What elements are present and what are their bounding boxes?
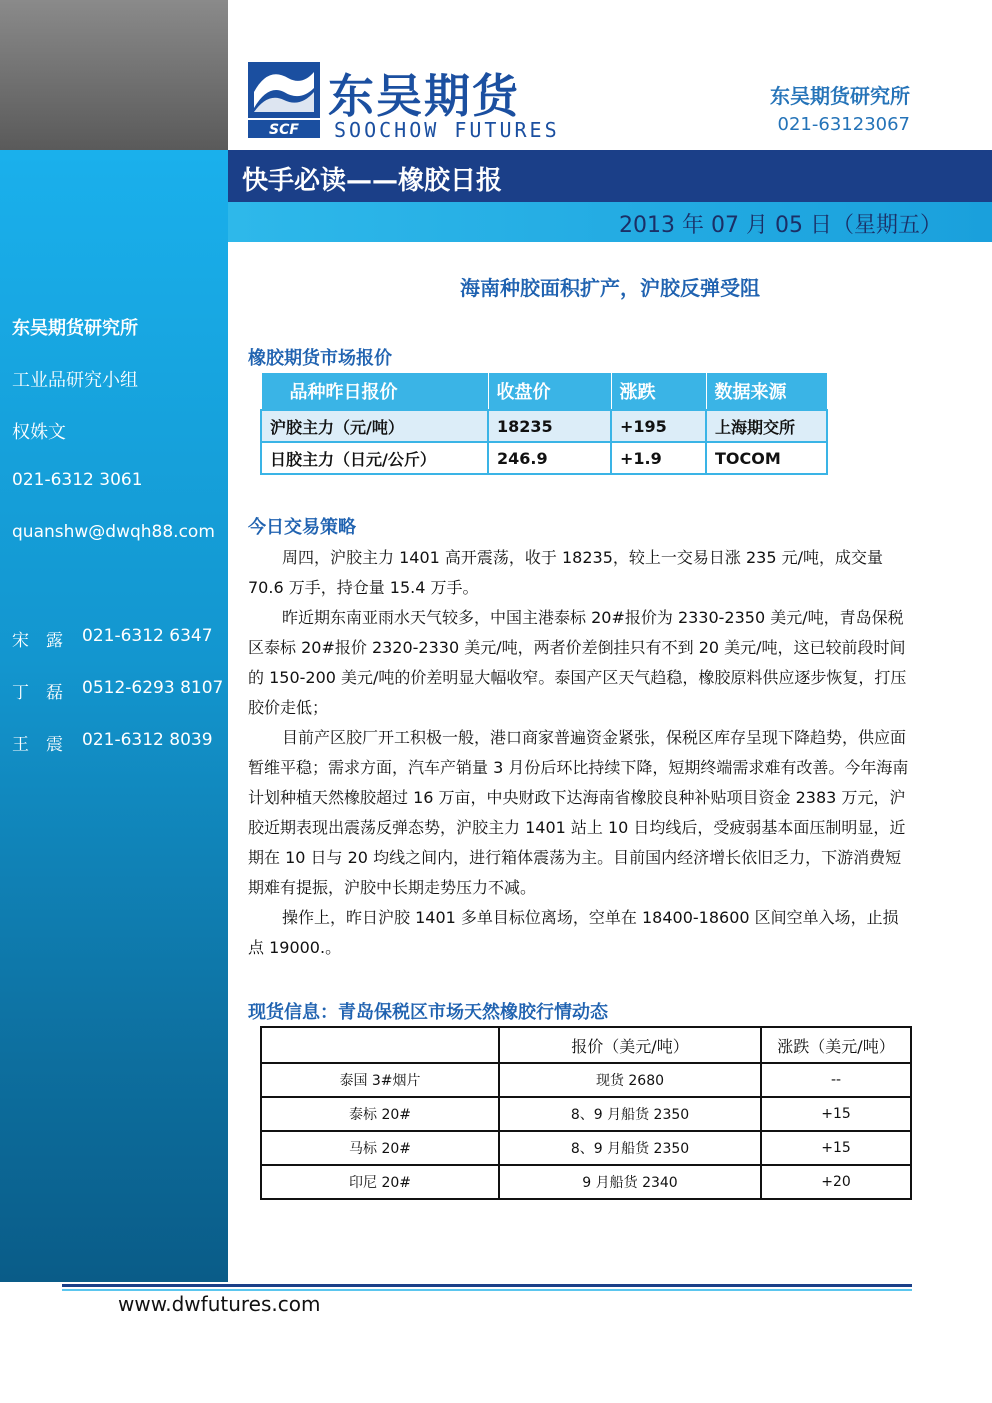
headline: 海南种胶面积扩产，沪胶反弹受阻 [460, 276, 760, 300]
header-org-name: 东吴期货研究所 [770, 84, 910, 108]
company-logo [248, 62, 320, 138]
table-cell: +15 [761, 1131, 911, 1165]
table-row [261, 1097, 911, 1131]
logo-mark-text: SCF [269, 122, 299, 138]
table-row [261, 1131, 911, 1165]
contact-name: 宋 露 [12, 631, 63, 651]
table-row [261, 442, 827, 474]
table-cell: 马标 20# [261, 1131, 499, 1165]
table-cell: +195 [611, 410, 706, 442]
table-header-row [261, 1027, 911, 1063]
strategy-paragraph: 目前产区胶厂开工积极一般，港口商家普遍资金紧张，保税区库存呈现下降趋势，供应面暂维平稳；需求方面，汽车产销量 3 月份后环比持续下降，短期终端需求难有改善。今年海南计划种植天然橡胶超过 16 万亩，中央财政下达海南省橡胶良种补贴项目资金 2383 万元，沪胶近期表现出震荡反弹态势，沪胶主力 1401 站上 10 日均线后，受疲弱基本面压制明显，近期在 10 日与 20 均线之间内，进行箱体震荡为主。目前国内经济增长依旧乏力，下游消费短期难有提振，沪胶中长期走势压力不减。 [248, 728, 909, 897]
table-header-cell: 数据来源 [706, 373, 827, 411]
table-cell: 印尼 20# [261, 1165, 499, 1199]
logo-chinese-name: 东吴期货 [328, 69, 520, 123]
strategy-paragraph: 昨近期东南亚雨水天气较多，中国主港泰标 20#报价为 2330-2350 美元/吨，青岛保税区泰标 20#报价 2320-2330 美元/吨，两者价差倒挂只有不到 20 美元/吨，这已较前段时间的 150-200 美元/吨的价差明显大幅收窄。泰国产区天气趋稳，橡胶原料供应逐步恢复，打压胶价走低； [248, 608, 907, 717]
table-header-cell: 涨跌（美元/吨） [761, 1027, 911, 1063]
table-header-cell [261, 1027, 499, 1063]
table-cell: +20 [761, 1165, 911, 1199]
sidebar-top-panel [0, 0, 228, 150]
table-row [261, 1165, 911, 1199]
table-cell: 8、9 月船货 2350 [499, 1097, 761, 1131]
contact-name: 丁 磊 [12, 683, 63, 703]
title-bar [228, 150, 992, 202]
report-date: 2013 年 07 月 05 日（星期五） [619, 213, 942, 238]
sidebar-author: 权姝文 [12, 422, 66, 443]
table-header-cell: 涨跌 [611, 373, 706, 411]
strategy-section-title: 今日交易策略 [248, 517, 356, 538]
sidebar-group: 工业品研究小组 [12, 370, 138, 391]
footer-divider-accent [62, 1289, 912, 1291]
strategy-paragraph: 操作上，昨日沪胶 1401 多单目标位离场，空单在 18400-18600 区间空单入场，止损点 19000.。 [248, 908, 899, 957]
header-org-phone: 021-63123067 [777, 114, 910, 135]
table-cell: 18235 [488, 410, 611, 442]
table-cell: 泰国 3#烟片 [261, 1063, 499, 1097]
sidebar-phone: 021-6312 3061 [12, 470, 143, 490]
table-header-cell: 品种昨日报价 [261, 373, 488, 411]
sidebar-email[interactable]: quanshw@dwqh88.com [12, 522, 215, 542]
table-header-cell: 收盘价 [488, 373, 611, 411]
table-cell: +1.9 [611, 442, 706, 474]
report-title: 快手必读——橡胶日报 [242, 166, 503, 196]
spot-price-table [260, 1026, 912, 1200]
table-header-cell: 报价（美元/吨） [499, 1027, 761, 1063]
table-cell: 日胶主力（日元/公斤） [261, 442, 488, 474]
logo-mark-icon [248, 62, 320, 138]
table-cell: 246.9 [488, 442, 611, 474]
table-cell: 上海期交所 [706, 410, 827, 442]
contact-name: 王 震 [12, 735, 63, 755]
quote-section-title: 橡胶期货市场报价 [248, 348, 392, 369]
table-cell: 9 月船货 2340 [499, 1165, 761, 1199]
footer-divider [62, 1284, 912, 1287]
date-bar [228, 202, 992, 242]
strategy-paragraph: 周四，沪胶主力 1401 高开震荡，收于 18235，较上一交易日涨 235 元/吨，成交量 70.6 万手，持仓量 15.4 万手。 [248, 548, 883, 597]
table-cell: 沪胶主力（元/吨） [261, 410, 488, 442]
table-cell: -- [761, 1063, 911, 1097]
sidebar-org: 东吴期货研究所 [12, 318, 138, 339]
table-row [261, 1063, 911, 1097]
table-cell: 8、9 月船货 2350 [499, 1131, 761, 1165]
table-cell: 现货 2680 [499, 1063, 761, 1097]
table-row [261, 410, 827, 442]
footer-website-link[interactable]: www.dwfutures.com [118, 1292, 321, 1316]
table-header-row [261, 373, 827, 411]
table-cell: TOCOM [706, 442, 827, 474]
futures-quote-table [260, 372, 828, 475]
contact-phone: 0512-6293 8107 [82, 678, 224, 698]
contact-phone: 021-6312 6347 [82, 626, 213, 646]
spot-section-title: 现货信息：青岛保税区市场天然橡胶行情动态 [248, 1002, 608, 1023]
table-cell: 泰标 20# [261, 1097, 499, 1131]
table-cell: +15 [761, 1097, 911, 1131]
contact-phone: 021-6312 8039 [82, 730, 213, 750]
logo-english-name: SOOCHOW FUTURES [334, 118, 560, 142]
